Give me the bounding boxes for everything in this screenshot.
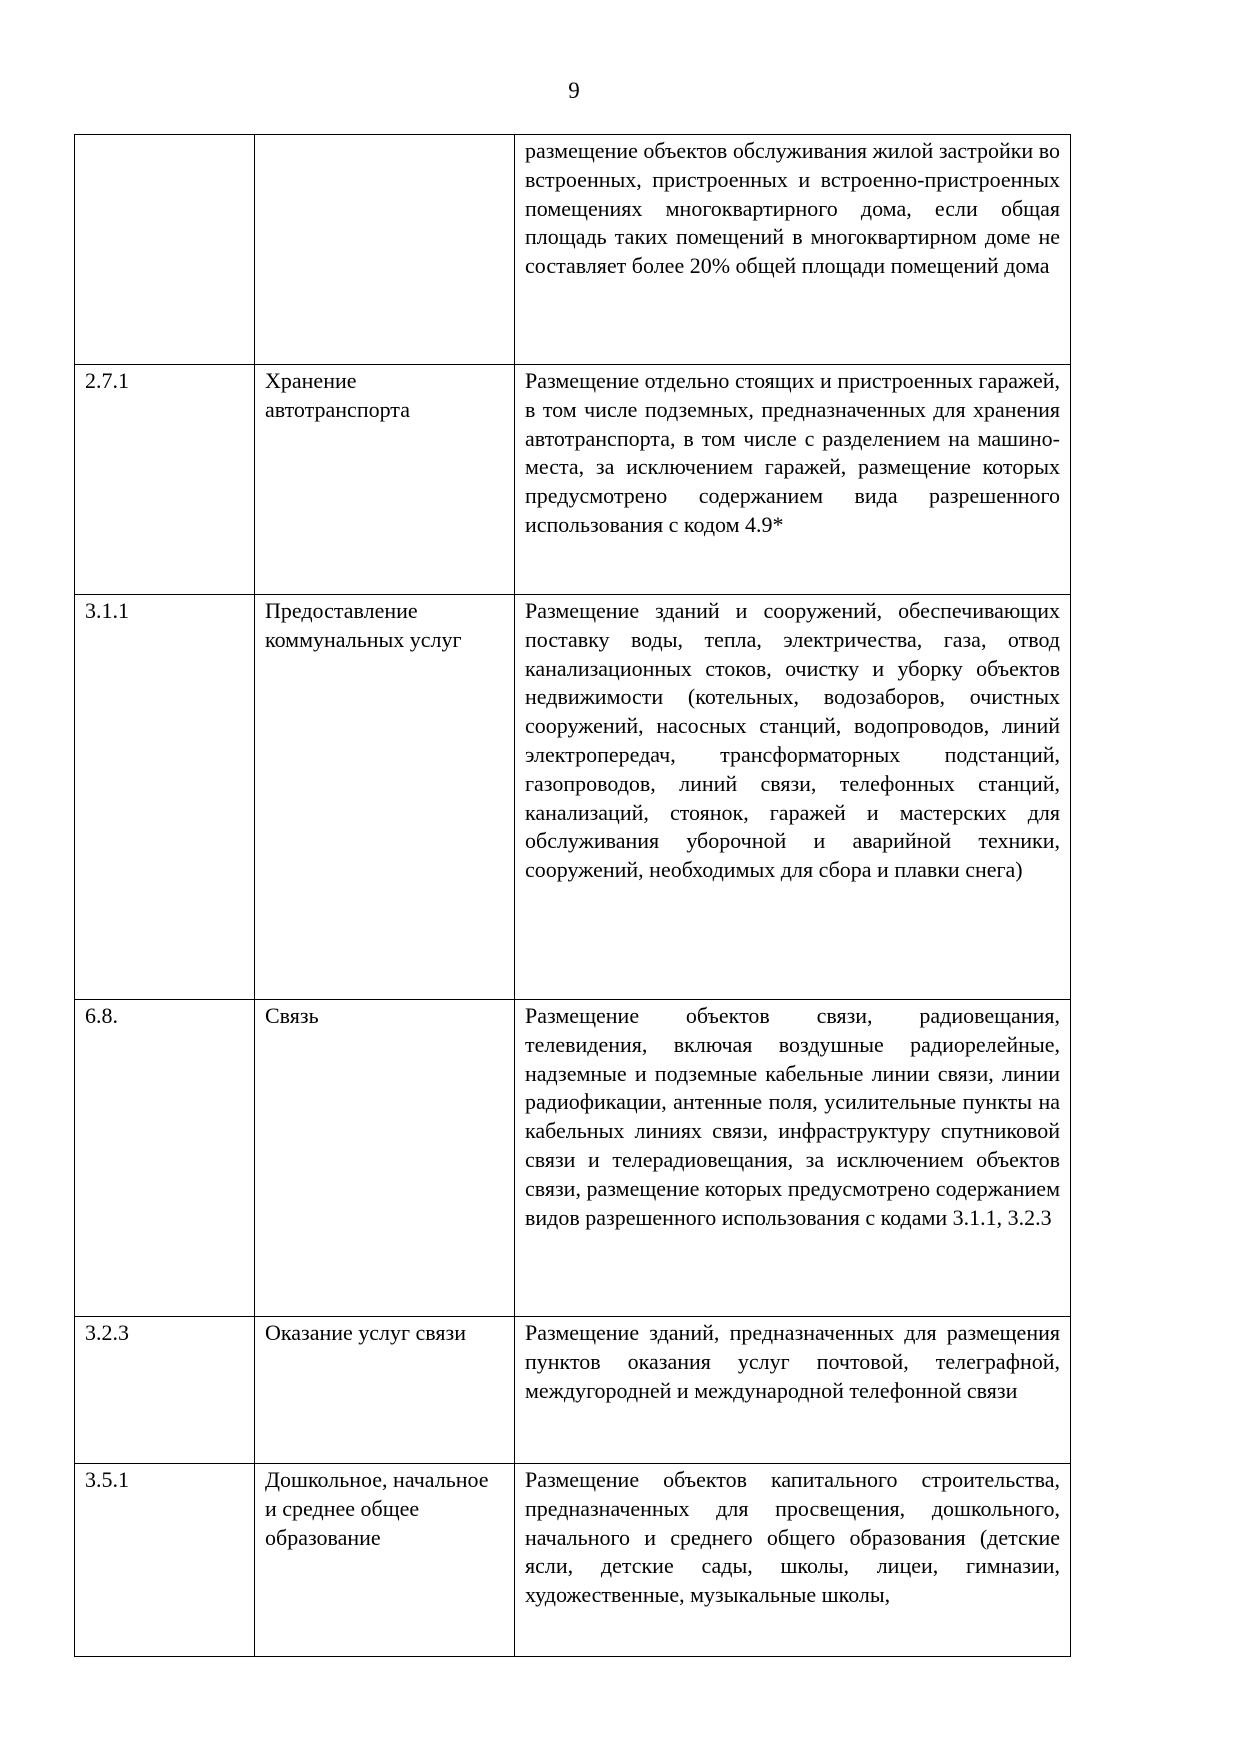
table-row xyxy=(75,1000,1071,1317)
row-name: Предоставление коммунальных услуг xyxy=(255,595,515,1000)
row-code: 6.8. xyxy=(75,1000,255,1317)
table-row xyxy=(75,135,1071,365)
table-row xyxy=(75,365,1071,595)
row-description: Размещение объектов связи, радиовещания, телевидения, включая воздушные радиорелейные, надземные и подземные кабельные линии связи, линии радиофикации, антенные поля, усилительные пункты на кабельных линиях связи, инфраструктуру спутниковой связи и телерадиовещания, за исключением объектов связи, размещение которых предусмотрено содержанием видов разрешенного использования с кодами 3.1.1, 3.2.3 xyxy=(515,1000,1071,1317)
row-name: Хранение автотранспорта xyxy=(255,365,515,595)
row-code xyxy=(75,135,255,365)
row-description: Размещение отдельно стоящих и пристроенных гаражей, в том числе подземных, предназначенных для хранения автотранспорта, в том числе с разделением на машино-места, за исключением гаражей, размещение которых предусмотрено содержанием вида разрешенного использования с кодом 4.9* xyxy=(515,365,1071,595)
page-number: 9 xyxy=(568,78,580,103)
row-code: 3.2.3 xyxy=(75,1317,255,1464)
row-name: Оказание услуг связи xyxy=(255,1317,515,1464)
row-code: 2.7.1 xyxy=(75,365,255,595)
row-name xyxy=(255,135,515,365)
table-row xyxy=(75,595,1071,1000)
row-code: 3.5.1 xyxy=(75,1464,255,1657)
row-description: Размещение объектов капитального строительства, предназначенных для просвещения, дошкольного, начального и среднего общего образования (детские ясли, детские сады, школы, лицеи, гимназии, художественные, музыкальные школы, xyxy=(515,1464,1071,1657)
row-description: Размещение зданий, предназначенных для размещения пунктов оказания услуг почтовой, телеграфной, междугородней и международной телефонной связи xyxy=(515,1317,1071,1464)
row-description: Размещение зданий и сооружений, обеспечивающих поставку воды, тепла, электричества, газа, отвод канализационных стоков, очистку и уборку объектов недвижимости (котельных, водозаборов, очистных сооружений, насосных станций, водопроводов, линий электропередач, трансформаторных подстанций, газопроводов, линий связи, телефонных станций, канализаций, стоянок, гаражей и мастерских для обслуживания уборочной и аварийной техники, сооружений, необходимых для сбора и плавки снега) xyxy=(515,595,1071,1000)
row-code: 3.1.1 xyxy=(75,595,255,1000)
table-row xyxy=(75,1464,1071,1657)
row-name: Дошкольное, начальное и среднее общее образование xyxy=(255,1464,515,1657)
row-description: размещение объектов обслуживания жилой застройки во встроенных, пристроенных и встроенно-пристроенных помещениях многоквартирного дома, если общая площадь таких помещений в многоквартирном доме не составляет более 20% общей площади помещений дома xyxy=(515,135,1071,365)
row-name: Связь xyxy=(255,1000,515,1317)
table-row xyxy=(75,1317,1071,1464)
land-use-table xyxy=(74,134,1071,1657)
